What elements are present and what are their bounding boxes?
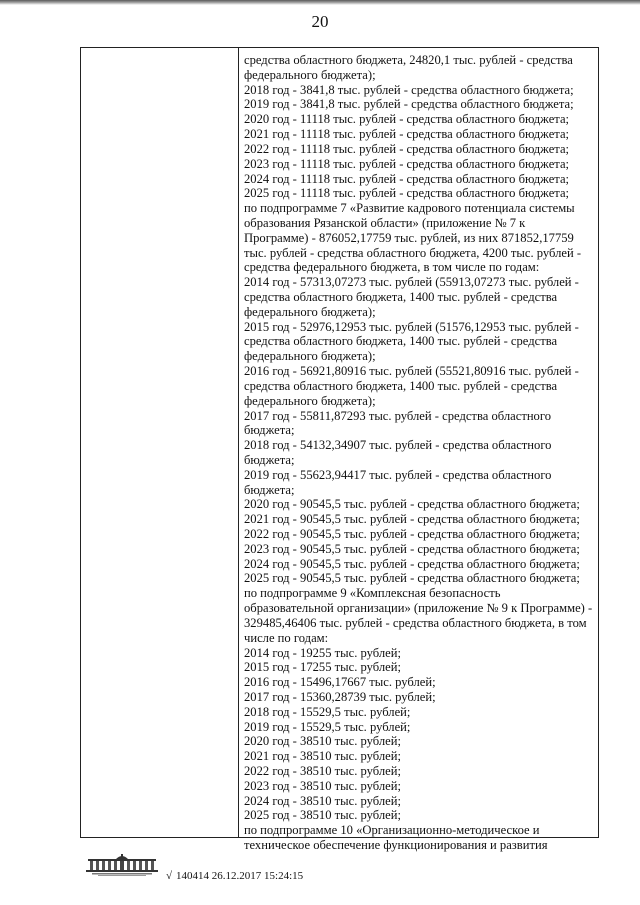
text-line: 2017 год - 15360,28739 тыс. рублей; bbox=[244, 689, 436, 704]
text-line: Программе) - 876052,17759 тыс. рублей, из них 871852,17759 bbox=[244, 230, 574, 245]
text-line: 2025 год - 11118 тыс. рублей - средства областного бюджета; bbox=[244, 186, 570, 201]
text-line: федерального бюджета); bbox=[244, 67, 376, 82]
text-line: по подпрограмме 10 «Организационно-методическое и bbox=[244, 823, 540, 838]
text-line: средства областного бюджета, 24820,1 тыс. рублей - средства bbox=[244, 53, 573, 67]
text-line: тыс. рублей - средства областного бюджета, 4200 тыс. рублей - bbox=[244, 245, 582, 260]
text-line: 2019 год - 3841,8 тыс. рублей - средства областного бюджета; bbox=[244, 97, 574, 112]
text-line: средства областного бюджета, 1400 тыс. рублей - средства bbox=[244, 378, 558, 393]
stamp-text: 140414 26.12.2017 15:24:15 bbox=[176, 870, 304, 882]
text-line: 2022 год - 11118 тыс. рублей - средства областного бюджета; bbox=[244, 141, 570, 156]
text-line: 2024 год - 11118 тыс. рублей - средства областного бюджета; bbox=[244, 171, 570, 186]
text-line: бюджета; bbox=[244, 482, 295, 497]
text-line: 2022 год - 90545,5 тыс. рублей - средства областного бюджета; bbox=[244, 527, 580, 541]
text-line: 2016 год - 56921,80916 тыс. рублей (55521,80916 тыс. рублей - bbox=[244, 364, 579, 379]
text-line: по подпрограмме 7 «Развитие кадрового потенциала системы bbox=[244, 201, 575, 216]
text-line: 2021 год - 90545,5 тыс. рублей - средства областного бюджета; bbox=[244, 512, 580, 527]
text-line: средства областного бюджета, 1400 тыс. рублей - средства bbox=[244, 334, 558, 349]
text-line: 2014 год - 19255 тыс. рублей; bbox=[244, 645, 401, 660]
text-line: 2020 год - 11118 тыс. рублей - средства областного бюджета; bbox=[244, 112, 570, 127]
text-line: федерального бюджета); bbox=[244, 393, 376, 408]
text-line: 2021 год - 38510 тыс. рублей; bbox=[244, 749, 401, 764]
text-line: 2023 год - 90545,5 тыс. рублей - средства областного бюджета; bbox=[244, 541, 580, 556]
text-line: 2024 год - 38510 тыс. рублей; bbox=[244, 793, 401, 808]
table-right-column bbox=[239, 48, 598, 853]
document-stamp bbox=[166, 870, 303, 883]
text-line: по подпрограмме 9 «Комплексная безопасность bbox=[244, 586, 501, 601]
text-line: 329485,46406 тыс. рублей - средства областного бюджета, в том bbox=[244, 615, 587, 630]
text-line: федерального бюджета); bbox=[244, 349, 376, 364]
text-line: 2023 год - 11118 тыс. рублей - средства областного бюджета; bbox=[244, 156, 570, 171]
text-line: 2019 год - 55623,94417 тыс. рублей - средства областного bbox=[244, 467, 552, 482]
text-line: образовательной организации» (приложение № 9 к Программе) - bbox=[244, 601, 593, 616]
text-line: 2018 год - 15529,5 тыс. рублей; bbox=[244, 704, 411, 719]
table-left-column bbox=[81, 48, 239, 837]
text-line: 2021 год - 11118 тыс. рублей - средства областного бюджета; bbox=[244, 127, 570, 142]
text-line: числе по годам: bbox=[244, 630, 329, 645]
text-line: 2015 год - 17255 тыс. рублей; bbox=[244, 660, 401, 675]
text-line: 2016 год - 15496,17667 тыс. рублей; bbox=[244, 675, 436, 690]
page-top-edge bbox=[0, 0, 640, 5]
text-line: 2025 год - 38510 тыс. рублей; bbox=[244, 808, 401, 823]
text-line: средства областного бюджета, 1400 тыс. рублей - средства bbox=[244, 290, 558, 304]
text-line: 2018 год - 3841,8 тыс. рублей - средства областного бюджета; bbox=[244, 82, 574, 97]
stamp-mark: √ bbox=[166, 870, 173, 882]
text-line: бюджета; bbox=[244, 452, 295, 467]
page-number: 20 bbox=[311, 12, 329, 31]
text-line: 2023 год - 38510 тыс. рублей; bbox=[244, 778, 401, 793]
text-line: 2019 год - 15529,5 тыс. рублей; bbox=[244, 719, 411, 734]
text-line: техническое обеспечение функционирования и развития bbox=[244, 838, 548, 853]
text-line: образования Рязанской области» (приложение № 7 к bbox=[244, 215, 526, 230]
text-line: 2015 год - 52976,12953 тыс. рублей (51576,12953 тыс. рублей - bbox=[244, 319, 579, 334]
text-line: федерального бюджета); bbox=[244, 304, 376, 319]
text-line: 2024 год - 90545,5 тыс. рублей - средства областного бюджета; bbox=[244, 556, 580, 571]
document-table bbox=[80, 47, 599, 853]
text-line: 2020 год - 38510 тыс. рублей; bbox=[244, 734, 401, 749]
text-line: средства федерального бюджета, в том числе по годам: bbox=[244, 260, 540, 275]
text-line: 2017 год - 55811,87293 тыс. рублей - средства областного bbox=[244, 408, 552, 423]
text-line: 2018 год - 54132,34907 тыс. рублей - средства областного bbox=[244, 438, 552, 453]
government-building-logo-icon bbox=[84, 853, 160, 877]
text-line: 2025 год - 90545,5 тыс. рублей - средства областного бюджета; bbox=[244, 571, 580, 586]
text-line: бюджета; bbox=[244, 423, 295, 438]
text-line: 2022 год - 38510 тыс. рублей; bbox=[244, 764, 401, 778]
text-line: 2020 год - 90545,5 тыс. рублей - средства областного бюджета; bbox=[244, 497, 580, 512]
text-line: 2014 год - 57313,07273 тыс. рублей (55913,07273 тыс. рублей - bbox=[244, 275, 579, 290]
